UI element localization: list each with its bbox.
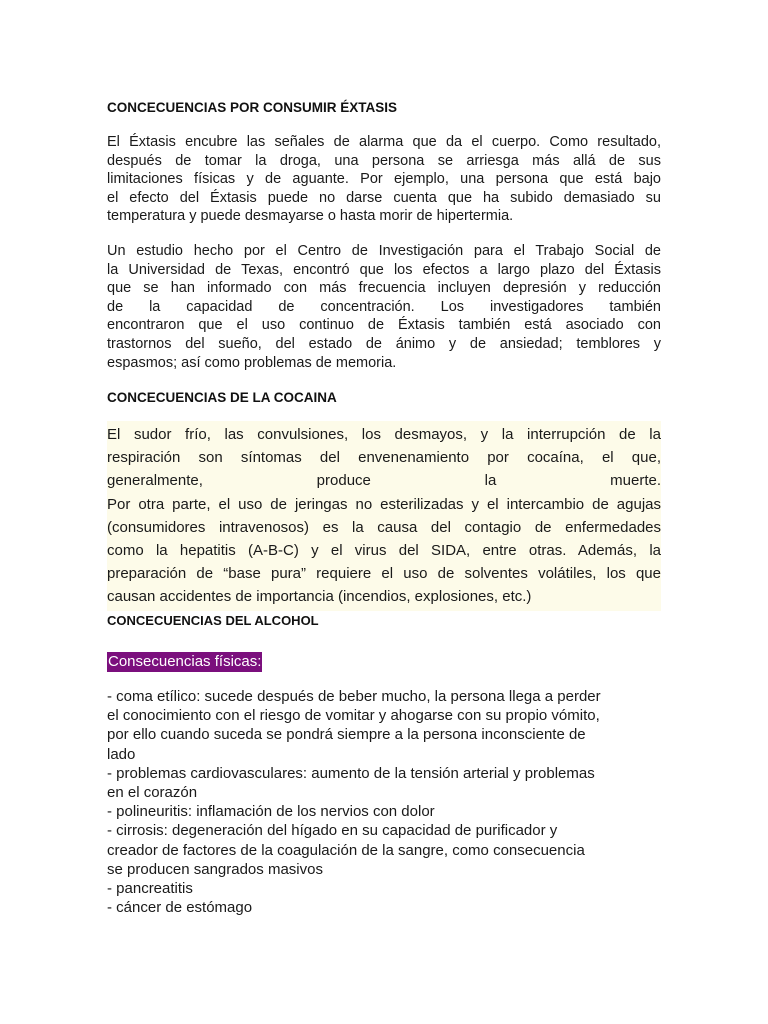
text-line: la Universidad de Texas, encontró que los efectos a largo plazo del Éxtasis — [107, 261, 661, 278]
text-line: después de tomar la droga, una persona se arriesga más allá de sus — [107, 152, 661, 169]
text-line: limitaciones físicas y de aguante. Por ejemplo, una persona que está bajo — [107, 171, 661, 188]
text-line: respiración son síntomas del envenenamiento por cocaína, el que, — [107, 449, 661, 467]
list-line: - coma etílico: sucede después de beber mucho, la persona llega a perder — [107, 688, 601, 705]
alcohol-heading: CONCECUENCIAS DEL ALCOHOL — [107, 613, 319, 628]
physical-consequences-subheading: Consecuencias físicas: — [108, 653, 262, 670]
text-line: El sudor frío, las convulsiones, los desmayos, y la interrupción de la — [107, 426, 661, 443]
extasis-heading: CONCECUENCIAS POR CONSUMIR ÉXTASIS — [107, 100, 398, 115]
text-line: preparación de “base pura” requiere el uso de solventes volátiles, los que — [107, 565, 661, 583]
cocaina-paragraph — [107, 421, 661, 611]
list-line: - cáncer de estómago — [107, 899, 253, 917]
list-line: se producen sangrados masivos — [107, 860, 323, 878]
text-line: causan accidentes de importancia (incendios, explosiones, etc.) — [107, 588, 532, 606]
list-line: en el corazón — [107, 784, 198, 802]
text-line: encontraron que el uso continuo de Éxtasis también está asociado con — [107, 317, 661, 334]
text-line: El Éxtasis encubre las señales de alarma que da el cuerpo. Como resultado, — [107, 134, 661, 150]
list-line: el conocimiento con el riesgo de vomitar y ahogarse con su propio vómito, — [107, 707, 600, 725]
text-line: Un estudio hecho por el Centro de Investigación para el Trabajo Social de — [107, 243, 661, 259]
text-line: Por otra parte, el uso de jeringas no esterilizadas y el intercambio de agujas — [107, 495, 661, 513]
text-line: temperatura y puede desmayarse o hasta morir de hipertermia. — [107, 208, 514, 225]
text-line: trastornos del sueño, del estado de ánimo y de ansiedad; temblores y — [107, 335, 661, 352]
extasis-paragraph-1 — [107, 133, 661, 226]
text-line: generalmente, produce la muerte. — [107, 472, 661, 490]
text-line: espasmos; así como problemas de memoria. — [107, 354, 397, 371]
extasis-paragraph-2 — [107, 242, 661, 372]
list-line: - pancreatitis — [107, 880, 193, 898]
list-line: - problemas cardiovasculares: aumento de la tensión arterial y problemas — [107, 764, 595, 782]
text-line: como la hepatitis (A-B-C) y el virus del SIDA, entre otras. Además, la — [107, 542, 661, 560]
alcohol-list — [107, 687, 667, 917]
list-line: creador de factores de la coagulación de la sangre, como consecuencia — [107, 841, 585, 859]
text-line: (consumidores intravenosos) es la causa del contagio de enfermedades — [107, 518, 661, 536]
text-line: de la capacidad de concentración. Los investigadores también — [107, 298, 661, 315]
list-line: por ello cuando suceda se pondrá siempre a la persona inconsciente de — [107, 726, 586, 744]
text-line: que se han informado con más frecuencia incluyen depresión y reducción — [107, 280, 661, 297]
list-line: - cirrosis: degeneración del hígado en su capacidad de purificador y — [107, 822, 558, 840]
cocaina-heading: CONCECUENCIAS DE LA COCAINA — [107, 390, 337, 405]
text-line: el efecto del Éxtasis puede no darse cuenta que ha subido demasiado su — [107, 189, 661, 206]
list-line: - polineuritis: inflamación de los nervios con dolor — [107, 803, 435, 821]
list-line: lado — [107, 745, 136, 763]
